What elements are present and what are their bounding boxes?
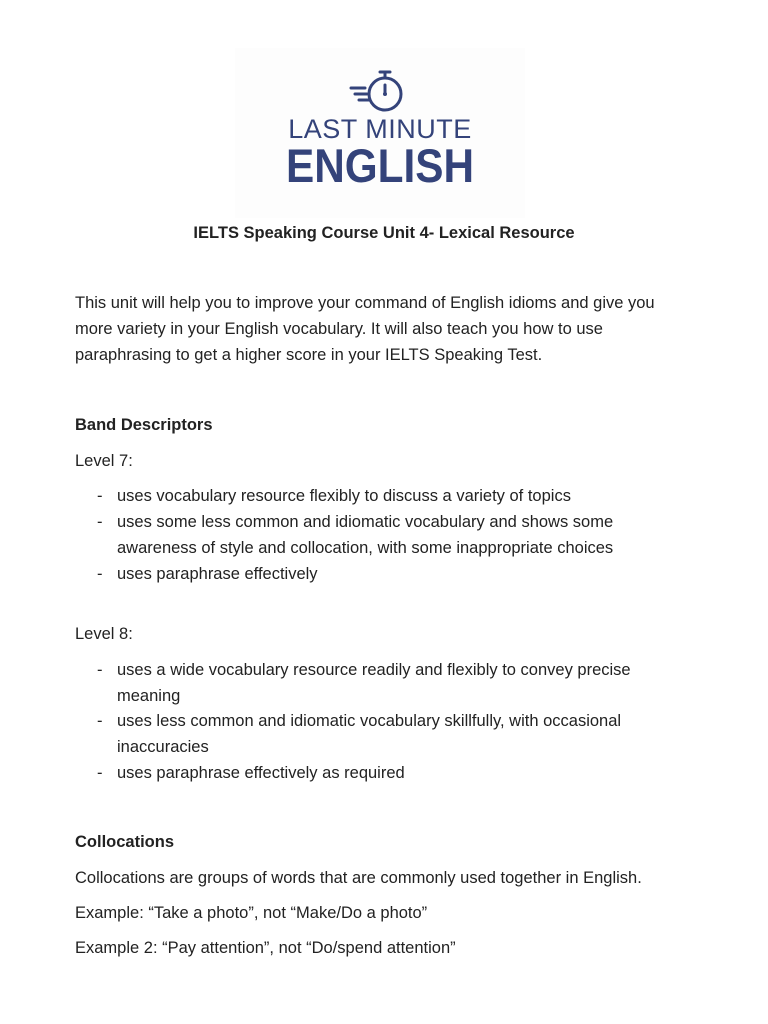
stopwatch-icon [349, 68, 409, 116]
list-item-text: uses some less common and idiomatic vocabulary and shows some awareness of style and collocation, with some inappropriate choices [117, 513, 614, 557]
logo-text-line1: LAST MINUTE [288, 114, 472, 144]
level-7-label: Level 7: [75, 452, 133, 470]
collocations-example-1: Example: “Take a photo”, not “Make/Do a photo” [75, 904, 428, 922]
list-item-text: uses a wide vocabulary resource readily and flexibly to convey precise meaning [117, 661, 631, 705]
logo [235, 48, 525, 218]
list-dash: - [97, 487, 103, 505]
list-item-text: uses less common and idiomatic vocabulary skillfully, with occasional inaccuracies [117, 712, 622, 756]
intro-line-3: paraphrasing to get a higher score in your IELTS Speaking Test. [75, 346, 543, 364]
band-descriptors-heading: Band Descriptors [75, 416, 213, 434]
list-item-text: uses paraphrase effectively as required [117, 764, 405, 782]
intro-line-2: more variety in your English vocabulary. It will also teach you how to use [75, 320, 603, 338]
collocations-definition: Collocations are groups of words that are commonly used together in English. [75, 869, 642, 887]
logo-text-line2: ENGLISH [285, 139, 475, 192]
list-dash: - [97, 661, 103, 679]
document-title: IELTS Speaking Course Unit 4- Lexical Resource [193, 224, 575, 242]
list-dash: - [97, 513, 103, 531]
list-item-text: uses vocabulary resource flexibly to discuss a variety of topics [117, 487, 571, 505]
list-dash: - [97, 712, 103, 730]
list-dash: - [97, 565, 103, 583]
list-dash: - [97, 764, 103, 782]
intro-line-1: This unit will help you to improve your command of English idioms and give you [75, 294, 655, 312]
list-item-text: uses paraphrase effectively [117, 565, 318, 583]
collocations-heading: Collocations [75, 833, 175, 851]
collocations-example-2: Example 2: “Pay attention”, not “Do/spend attention” [75, 939, 456, 957]
level-8-label: Level 8: [75, 625, 133, 643]
